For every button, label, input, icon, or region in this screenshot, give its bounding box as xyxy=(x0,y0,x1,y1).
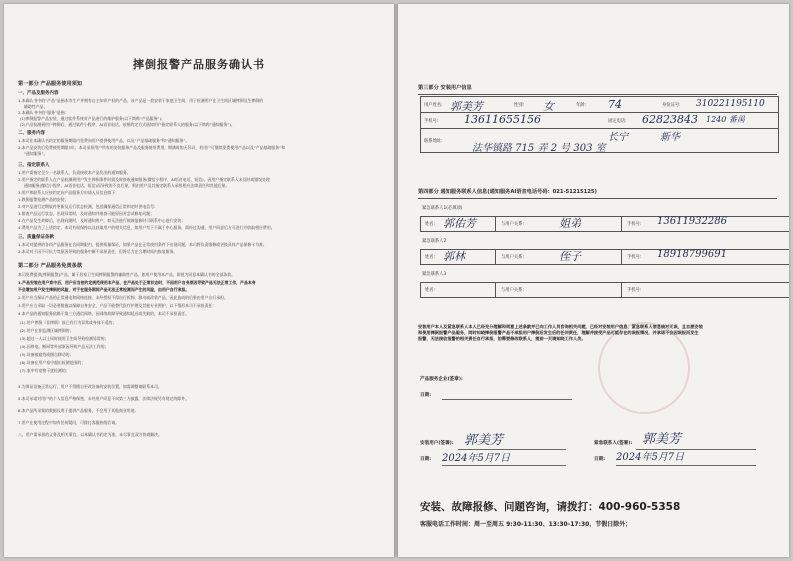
address-value: 法华镇路 715 弄 2 号 303 室 xyxy=(472,143,606,154)
consent-line: 报警，无法接收报警的相关责任自行承担，如需要修改联系人，提前一天请知晓工作人员。 xyxy=(418,336,586,341)
id-value: 310221195110 xyxy=(696,99,765,109)
id-label: 身份证号: xyxy=(662,103,681,108)
text-line: “通知服务”。 xyxy=(24,151,48,156)
text-line: 4.在产品发生故障后，出现问题时，及时通知用户，如无法进行故障报修时可联系中心进行安装； xyxy=(18,218,186,223)
contact-date-label: 日期: xyxy=(594,457,606,462)
text-line: (2).用户在非监测区域摔倒的； xyxy=(20,328,74,333)
contact2-relation: 侄子 xyxy=(559,250,581,263)
text-line: (6).设备在用户家中超出检测范围的； xyxy=(20,360,86,365)
text-line: 2.本确认书中的“服务”是指： xyxy=(18,110,69,115)
district-value: 长宁 xyxy=(608,132,628,143)
contact1-relation-label: 与用户关系: xyxy=(501,222,524,227)
text-line: 八、用户需承担的义务及相关事宜，以本确认书约定为准，未尽事宜双方协商解决。 xyxy=(18,432,162,437)
text-line: (5).设备被遮挡或擅自移动的； xyxy=(20,352,74,357)
text-line: 1.产品安装在用户家中后，用户应当按约定规范使用本产品，在产品处于正常状态时，不因用户自身原因导致产品无法正常工作，产品本身 xyxy=(18,280,256,285)
text-line: 5.为保证设备正常运行，用户不得擅自更改设备的安装位置，如需调整请联系本司。 xyxy=(18,384,162,389)
section2-title: 二、服务内容 xyxy=(18,131,45,136)
gender-value: 女 xyxy=(543,100,554,113)
text-line: 1.跌倒报警检测产品的安装； xyxy=(18,197,69,202)
age-label: 年龄: xyxy=(576,103,587,108)
text-line: 2.本司对于因不可抗力等原因导致的服务中断不承担责任，但将尽力在合理时间内恢复服务。 xyxy=(18,249,178,254)
consent-line: 和使用摔倒报警产品服务，同时知晓摔倒报警产品不承担用户摔倒后发生后的任何责任，理解并接受产品可能存在的误报情况，并承诺不会因误报而发生 xyxy=(418,330,699,335)
text-line: 辅助性产品。 xyxy=(24,104,48,109)
contact2-section-label: 紧急联系人2 xyxy=(422,239,447,244)
address-label: 联系地址: xyxy=(424,139,443,144)
text-line: 3.排查产品运行状态，出现异常时，及时通知并排查可能原因并尝试修复问题； xyxy=(18,211,154,216)
text-line: (7).家中有宠物干扰检测的； xyxy=(20,368,70,373)
contact1-section-label: 紧急联系人1(必填项) xyxy=(422,206,463,211)
part1-title: 第一部分 产品服务使用须知 xyxy=(18,81,83,87)
contact1-phone-label: 手机号: xyxy=(627,222,642,227)
text-line: 4.费用产品为了上述约定，本司有权保持以及获取用户的相关信息，如用户有下不属于中心服务，需经过沟通，用户同意后方可进行并收取相应费用。 xyxy=(18,225,275,230)
text-line: 本司免费提供[摔倒报警]产品，属于居家卫生间摔倒报警的辅助性产品，如用户使用本产品，即视为同意本确认书的全部条款。 xyxy=(18,272,236,277)
right-page xyxy=(398,4,789,557)
section3-title: 三、指定联系人 xyxy=(18,163,50,168)
text-line: (2)产品检测到用户摔倒后，通过软件小程序、AI语音电话，按照约定方式通知用户指定联系人的服务(以下简称“通知服务”)。 xyxy=(20,122,235,127)
contact1-relation: 姐弟 xyxy=(559,217,581,230)
contact1-name: 郭佑芳 xyxy=(443,217,476,230)
document-title: 摔倒报警产品服务确认书 xyxy=(133,58,265,71)
contact3-name-label: 姓名: xyxy=(425,288,436,293)
landline-value: 62823843 xyxy=(642,113,698,126)
contact-sign-label: 紧急联系人(签署): xyxy=(594,441,633,446)
contact3-relation-label: 与用户关系: xyxy=(501,288,524,293)
text-line: 7.用户在使用过程中如有任何疑问，可拨打客服热线咨询。 xyxy=(18,420,119,425)
part4-title: 第四部分 通知服务联系人信息(通知服务AI语音电话号码：021-51215125) xyxy=(418,189,597,195)
contact2-phone: 18918799691 xyxy=(657,249,727,260)
section1-title: 一、产品及服务内容 xyxy=(18,91,59,96)
text-line: 6.本产品所采集的数据仅用于提供产品服务，不会用于其他商业用途。 xyxy=(18,408,139,413)
user-name-value: 郭美芳 xyxy=(450,100,483,113)
contact2-name: 郭林 xyxy=(443,250,465,263)
age-value: 74 xyxy=(608,98,622,111)
part2-title: 第二部分 产品服务免责条款 xyxy=(18,263,83,269)
text-line: 1.本司在本确认书约定的服务期限内免费向用户提供使用产品，以及“产品基础服务”和“通知服务”。 xyxy=(18,138,190,143)
service-hotline: 安装、故障报修、问题咨询，请拨打：400-960-5358 xyxy=(420,501,681,513)
company-date-label: 日期: xyxy=(420,393,432,398)
landline-label: 固定电话: xyxy=(608,119,627,124)
left-page xyxy=(4,4,394,557)
street-value: 新华 xyxy=(660,132,680,143)
divider xyxy=(418,198,777,199)
section4-title: 三、质量保证条款 xyxy=(18,235,54,240)
contact1-name-label: 姓名: xyxy=(425,222,436,227)
user-sign-date: 2024年5月7日 xyxy=(442,453,511,464)
text-line: 通知服务(微信小程序、AI语音电话、短信)而导致的不良后果，须由用户及其指定联系人承担相应法律责任和其他后果。 xyxy=(24,183,230,188)
contact1-phone: 13611932286 xyxy=(657,216,727,227)
contact3-section-label: 紧急联系人3 xyxy=(422,272,447,277)
text-line: 不会增加用户发生摔倒的风险，对于在服务期间产品无法正常检测而产生的风险，由用户自行承担。 xyxy=(18,287,190,292)
service-hours: 客服电话工作时间：周一至周五 9:30-11:30、13:30-17:30，节假日除外； xyxy=(420,521,632,528)
text-line: (3).超过一人以上同时使用卫生间导致检测异常的； xyxy=(20,336,109,341)
text-line: 3.用户和联系人应按约定向产品服务方申请人员信息如下： xyxy=(18,190,119,195)
company-date-line xyxy=(442,399,572,400)
text-line: 1.用户需指定至少一名联系人，负责接收本产品发出的通知服务。 xyxy=(18,170,131,175)
user-name-label: 用户姓名: xyxy=(424,103,443,108)
text-line: (4).因停电、断网等外部原因导致产品无法工作的； xyxy=(20,344,109,349)
text-line: 3.用户应当采取一切必要措施以保障自身安全，产品不能替代医疗护理及其他专业照护，以下情形本司不承担责任： xyxy=(18,303,217,308)
mobile-label: 手机号: xyxy=(424,119,439,124)
user-date-line xyxy=(442,465,566,466)
divider xyxy=(418,94,777,95)
text-line: 2.用户应当保证产品的正常通电和网络连接，未经授权不得自行拆卸、移动或改装产品，因此造成的后果由用户自行承担。 xyxy=(18,295,228,300)
gender-label: 性别: xyxy=(514,103,525,108)
text-line: 4.本产品的通知服务依赖于第三方通信网络，因网络故障导致通知延迟或失败的，本司不承担责任。 xyxy=(18,311,190,316)
text-line: (1).用户摔倒（非摔倒）前已有行为异常或身体不适的； xyxy=(20,320,117,325)
contact1-row xyxy=(420,216,789,232)
contact2-row xyxy=(420,249,789,265)
text-line: (1)摔倒报警产品安装，通过软件系统对产品进行的维护服务(以下简称“产品服务”)； xyxy=(20,116,165,121)
contact3-row xyxy=(420,282,789,298)
user-sign-label: 安装用户(签署): xyxy=(420,441,454,446)
consent-line: 安装用户本人及紧急联系人本人已经充分理解和同意上述条款并已向工作人员咨询相关问题，已经对安装用户信息、紧急联系人信息核对无误，且自愿安装 xyxy=(418,324,703,329)
text-line: 2.用户指定的联系人在产品检测到用户发生摔倒事件时需及时接收通知服务(微信小程序、AI语音电话、短信)，因用户指定联系人未及时或错误处理 xyxy=(18,177,270,182)
contact2-phone-label: 手机号: xyxy=(627,255,642,260)
text-line: 2.本产品安装后免费使用期限3年，本司承担用户所有的安装服务产品及服务使用费用，期满时如无异议，若用户可继续免费使用产品以及“产品基础服务”和 xyxy=(18,145,285,150)
part3-title: 第三部分 安装用户信息 xyxy=(418,85,472,91)
contact-sign-date: 2024年5月7日 xyxy=(616,452,685,463)
contact2-name-label: 姓名: xyxy=(425,255,436,260)
company-seal-label: 产品服务企业(签章): xyxy=(420,377,463,382)
contact3-phone-label: 手机号: xyxy=(627,288,642,293)
text-line: 1.本司对提供的各项产品服务在合同期限内，提供质量保证，如果产品在正常使用条件下出现问题，本司将负责维修或更换具体产品保修卡为准。 xyxy=(18,242,267,247)
landline-note: 1240 番禺 xyxy=(706,115,745,124)
mobile-value: 13611655156 xyxy=(464,113,541,126)
text-line: 2.对产品进行定期软件更新及运行状态检测，包括确保通信正常和定时供电信号； xyxy=(18,204,158,209)
contact2-relation-label: 与用户关系: xyxy=(501,255,524,260)
user-date-label: 日期: xyxy=(420,457,432,462)
contact-signature: 郭美芳 xyxy=(642,432,682,447)
text-line: 1.本确认书中的“产品”是指本市生产并拥有自主知识产权的产品，该产品是一款安装于家庭卫生间，用于检测用户在卫生间区域摔倒及生摔倒的 xyxy=(18,98,264,103)
user-signature: 郭美芳 xyxy=(464,433,504,448)
contact-date-line xyxy=(616,465,756,466)
text-line: 5.本司承诺对用户的个人信息严格保密，未经用户同意不向第三方披露，法律法规另有规定的除外。 xyxy=(18,396,190,401)
